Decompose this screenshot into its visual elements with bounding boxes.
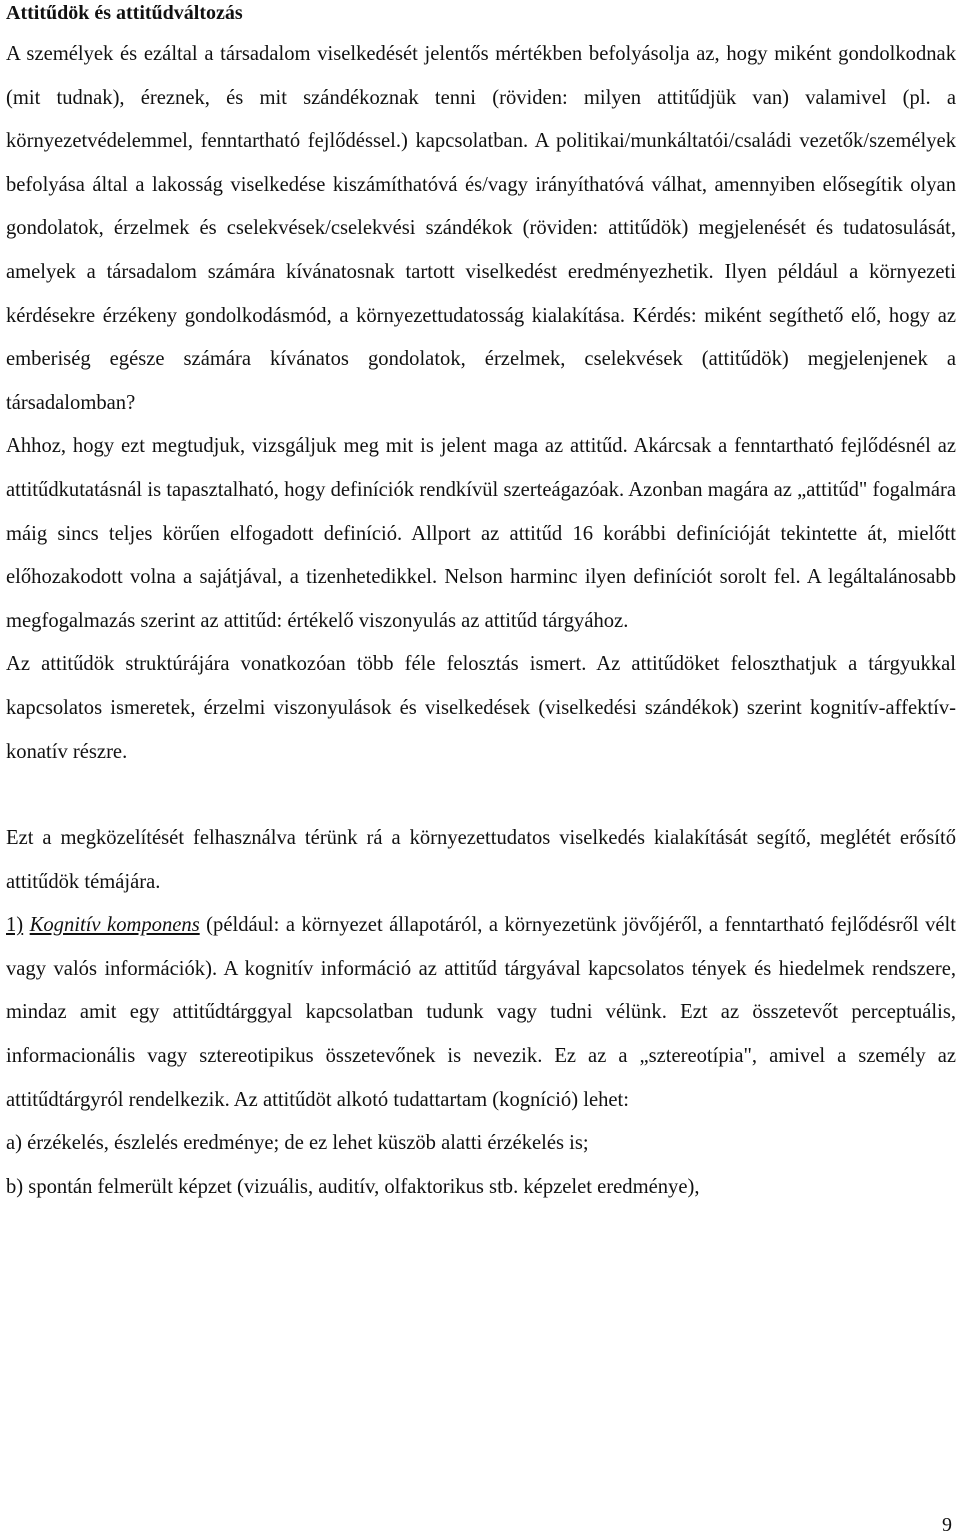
- list-number: 1): [6, 914, 24, 937]
- page-number: 9: [942, 1514, 952, 1536]
- document-title: Attitűdök és attitűdváltozás: [6, 2, 243, 24]
- list-item-a: a) érzékelés, észlelés eredménye; de ez lehet küszöb alatti érzékelés is;: [6, 1132, 589, 1155]
- paragraph-approach: Ezt a megközelítését felhasználva térünk rá a környezettudatos viselkedés kialakítását segítő, meglétét erősítő attitűdök témájára.: [6, 827, 956, 893]
- cognitive-component-text: (például: a környezet állapotáról, a környezetünk jövőjéről, a fenntartható fejlődésről vélt vagy valós információk). A kognitív információ az attitűd tárgyával kapcsolatos tények és hiedelmek rendszere, mindaz amit egy attitűdtárggyal kapcsolatban tudunk vagy tudni vélünk. Ezt az összetevőt perceptuális, informacionális vagy sztereotipikus összetevőnek is nevezik. Ez az a „sztereotípia", amivel a személy az attitűdtárgyról rendelkezik. Az attitűdöt alkotó tudattartam (kogníció) lehet:: [6, 914, 956, 1111]
- document-page: [6, 0, 956, 1209]
- paragraph-spacer: [6, 774, 956, 817]
- paragraph-intro: A személyek és ezáltal a társadalom viselkedését jelentős mértékben befolyásolja az, hogy miként gondolkodnak (mit tudnak), éreznek, és mit szándékoznak tenni (röviden: milyen attitűdjük van) valamivel (pl. a környezetvédelemmel, fenntartható fejlődéssel.) kapcsolatban. A politikai/munkáltatói/családi vezetők/személyek befolyása által a lakosság viselkedése kiszámíthatóvá és/vagy irányíthatóvá válhat, amennyiben elősegítik olyan gondolatok, érzelmek és cselekvések/cselekvési szándékok (röviden: attitűdök) megjelenését és tudatosulását, amelyek a társadalom számára kívánatosnak tartott viselkedést eredményezhetik. Ilyen például a környezeti kérdésekre érzékeny gondolkodásmód, a környezettudatosság kialakítása. Kérdés: miként segíthető elő, hogy az emberiség egésze számára kívánatos gondolatok, érzelmek, cselekvések (attitűdök) megjelenjenek a társadalomban?: [6, 43, 956, 414]
- paragraph-cognitive-component: [6, 904, 956, 1122]
- paragraph-structure: Az attitűdök struktúrájára vonatkozóan több féle felosztás ismert. Az attitűdöket feloszthatjuk a tárgyukkal kapcsolatos ismeretek, érzelmi viszonyulások és viselkedések (viselkedési szándékok) szerint kognitív-affektív-konatív részre.: [6, 653, 956, 763]
- list-item-b: b) spontán felmerült képzet (vizuális, auditív, olfaktorikus stb. képzelet eredménye),: [6, 1175, 700, 1198]
- term-cognitive-component: Kognitív komponens: [29, 914, 200, 937]
- paragraph-definition: Ahhoz, hogy ezt megtudjuk, vizsgáljuk meg mit is jelent maga az attitűd. Akárcsak a fenntartható fejlődésnél az attitűdkutatásnál is tapasztalható, hogy definíciók rendkívül szerteágazóak. Azonban magára az „attitűd" fogalmára máig sincs teljes körűen elfogadott definíció. Allport az attitűd 16 korábbi definícióját tekintette át, mielőtt előhozakodott volna a sajátjával, a tizenhetedikkel. Nelson harminc ilyen definíciót sorolt fel. A legáltalánosabb megfogalmazás szerint az attitűd: értékelő viszonyulás az attitűd tárgyához.: [6, 435, 956, 632]
